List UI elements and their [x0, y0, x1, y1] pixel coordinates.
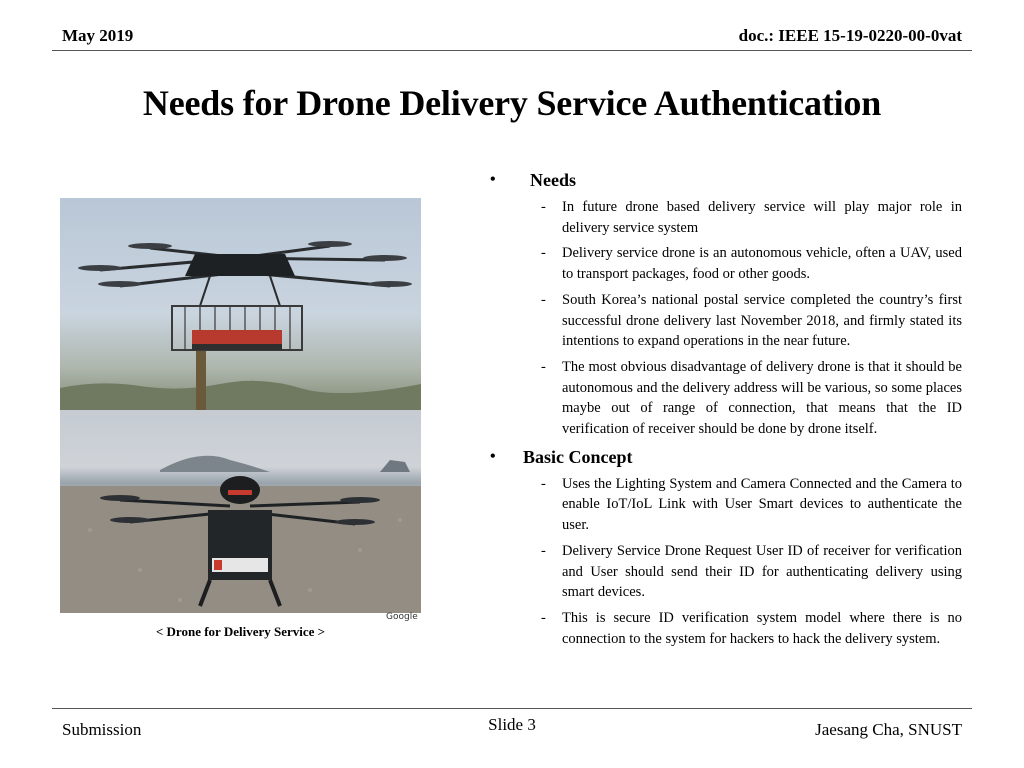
section-title: Needs [530, 170, 576, 190]
list-item: - In future drone based delivery service will play major role in delivery service system [541, 199, 962, 236]
dash-marker: - [541, 199, 546, 215]
list-item: - Uses the Lighting System and Camera Connected and the Camera to enable IoT/IoL Link with User Smart devices to authenticate the user. [541, 475, 962, 534]
drone-with-basket-image [60, 198, 421, 410]
dash-marker: - [541, 358, 546, 375]
dash-marker: - [541, 475, 546, 492]
bullet-icon: • [490, 447, 496, 465]
section-basic-concept [480, 445, 962, 650]
header-doc-id: doc.: IEEE 15-19-0220-00-0vat [738, 26, 962, 45]
drone-on-ground-image [60, 410, 421, 613]
slide-title: Needs for Drone Delivery Service Authentication [142, 83, 882, 123]
content-area [480, 168, 962, 649]
dash-marker: - [541, 291, 546, 308]
figure-caption: < Drone for Delivery Service > [155, 624, 326, 639]
section-heading [480, 168, 962, 192]
footer-divider [52, 708, 972, 709]
header-divider [52, 50, 972, 51]
slide-number: Slide 3 [488, 715, 536, 734]
header-date: May 2019 [62, 26, 134, 45]
section-heading [480, 445, 962, 469]
list-item: - The most obvious disadvantage of delivery drone is that it should be autonomous and the delivery address will be various, so some places maybe out of range of connection, that means that the ID verification of receiver should be done by drone itself. [541, 358, 962, 438]
dash-marker: - [541, 542, 546, 559]
section-needs [480, 168, 962, 440]
footer-submission: Submission [62, 720, 142, 739]
list-item: - This is secure ID verification system model where there is no connection to the system for hackers to hack the delivery system. [541, 609, 962, 647]
drone-photo-top [60, 198, 421, 410]
list-item: - Delivery service drone is an autonomous vehicle, often a UAV, used to transport packages, food or other goods. [541, 245, 962, 283]
image-credit: Google [386, 612, 418, 622]
dash-marker: - [541, 609, 546, 626]
section-title: Basic Concept [523, 446, 633, 467]
list-item: - South Korea’s national postal service completed the country’s first successful drone delivery last November 2018, and firmly stated its intentions to expand operations in the near future. [541, 291, 962, 350]
bullet-icon: • [490, 171, 496, 188]
footer-author: Jaesang Cha, SNUST [815, 720, 962, 739]
list-item: - Delivery Service Drone Request User ID of receiver for verification and User should send their ID for authenticating delivery using smart devices. [541, 542, 962, 601]
drone-photo-bottom [60, 410, 421, 613]
dash-marker: - [541, 245, 546, 262]
